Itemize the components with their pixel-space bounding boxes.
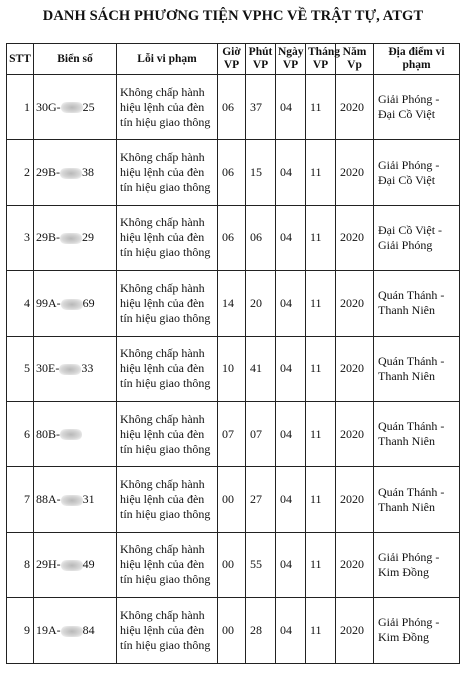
plate-prefix: 29B- xyxy=(36,230,60,245)
header-year: Năm Vp xyxy=(336,44,374,75)
cell-minute: 55 xyxy=(246,532,276,597)
cell-location: Giải Phóng - Kim Đồng xyxy=(374,532,460,597)
table-row xyxy=(7,140,460,205)
cell-stt: 1 xyxy=(7,75,34,140)
cell-stt: 7 xyxy=(7,467,34,532)
table-row xyxy=(7,336,460,401)
header-plate: Biển số xyxy=(34,44,117,75)
table-row xyxy=(7,75,460,140)
cell-year: 2020 xyxy=(336,598,374,663)
blurred-plate-mask xyxy=(60,233,82,244)
table-row xyxy=(7,467,460,532)
cell-minute: 28 xyxy=(246,598,276,663)
cell-hour: 06 xyxy=(218,205,246,270)
plate-prefix: 19A- xyxy=(36,622,61,637)
blurred-plate-mask xyxy=(61,560,83,571)
blurred-plate-mask xyxy=(61,299,83,310)
table-row xyxy=(7,598,460,663)
cell-month: 11 xyxy=(306,75,336,140)
cell-day: 04 xyxy=(276,532,306,597)
cell-day: 04 xyxy=(276,401,306,466)
table-row xyxy=(7,271,460,336)
cell-violation: Không chấp hành hiệu lệnh của đèn tín hiệu giao thông xyxy=(117,140,218,205)
blurred-plate-mask xyxy=(61,102,83,113)
blurred-plate-mask xyxy=(59,364,81,375)
header-violation: Lỗi vi phạm xyxy=(117,44,218,75)
cell-plate xyxy=(34,336,117,401)
cell-day: 04 xyxy=(276,205,306,270)
plate-suffix: 49 xyxy=(82,557,95,572)
cell-hour: 06 xyxy=(218,140,246,205)
cell-hour: 14 xyxy=(218,271,246,336)
cell-year: 2020 xyxy=(336,467,374,532)
plate-suffix: 33 xyxy=(81,361,94,376)
plate-prefix: 88A- xyxy=(36,492,61,507)
cell-stt: 6 xyxy=(7,401,34,466)
table-row xyxy=(7,532,460,597)
cell-day: 04 xyxy=(276,140,306,205)
cell-minute: 15 xyxy=(246,140,276,205)
blurred-plate-mask xyxy=(61,626,83,637)
cell-location: Đại Cồ Việt - Giải Phóng xyxy=(374,205,460,270)
cell-violation: Không chấp hành hiệu lệnh của đèn tín hiệu giao thông xyxy=(117,598,218,663)
cell-month: 11 xyxy=(306,271,336,336)
document-title: DANH SÁCH PHƯƠNG TIỆN VPHC VỀ TRẬT TỰ, ATGT xyxy=(42,8,424,24)
plate-suffix: 69 xyxy=(82,295,95,310)
header-month: Tháng VP xyxy=(306,44,336,75)
violation-table xyxy=(6,43,460,664)
cell-stt: 4 xyxy=(7,271,34,336)
cell-location: Giải Phóng - Kim Đồng xyxy=(374,598,460,663)
cell-plate xyxy=(34,598,117,663)
cell-minute: 37 xyxy=(246,75,276,140)
cell-violation: Không chấp hành hiệu lệnh của đèn tín hiệu giao thông xyxy=(117,467,218,532)
header-stt: STT xyxy=(7,44,34,75)
cell-year: 2020 xyxy=(336,336,374,401)
plate-suffix: 31 xyxy=(82,492,95,507)
cell-hour: 00 xyxy=(218,598,246,663)
cell-location: Quán Thánh - Thanh Niên xyxy=(374,336,460,401)
plate-prefix: 30G- xyxy=(36,99,61,114)
cell-plate xyxy=(34,205,117,270)
cell-month: 11 xyxy=(306,336,336,401)
cell-hour: 00 xyxy=(218,532,246,597)
cell-stt: 5 xyxy=(7,336,34,401)
cell-year: 2020 xyxy=(336,75,374,140)
cell-plate xyxy=(34,401,117,466)
cell-location: Quán Thánh - Thanh Niên xyxy=(374,401,460,466)
cell-violation: Không chấp hành hiệu lệnh của đèn tín hiệu giao thông xyxy=(117,336,218,401)
cell-violation: Không chấp hành hiệu lệnh của đèn tín hiệu giao thông xyxy=(117,205,218,270)
cell-stt: 9 xyxy=(7,598,34,663)
plate-prefix: 99A- xyxy=(36,295,61,310)
cell-plate xyxy=(34,75,117,140)
blurred-plate-mask xyxy=(60,429,82,440)
cell-plate xyxy=(34,271,117,336)
blurred-plate-mask xyxy=(61,495,83,506)
cell-year: 2020 xyxy=(336,532,374,597)
cell-day: 04 xyxy=(276,271,306,336)
cell-month: 11 xyxy=(306,598,336,663)
cell-day: 04 xyxy=(276,336,306,401)
plate-suffix: 25 xyxy=(82,99,95,114)
plate-prefix: 30E- xyxy=(36,361,60,376)
header-location: Địa điểm vi phạm xyxy=(374,44,460,75)
cell-year: 2020 xyxy=(336,271,374,336)
cell-stt: 3 xyxy=(7,205,34,270)
header-hour: Giờ VP xyxy=(218,44,246,75)
cell-month: 11 xyxy=(306,532,336,597)
cell-violation: Không chấp hành hiệu lệnh của đèn tín hiệu giao thông xyxy=(117,271,218,336)
cell-month: 11 xyxy=(306,205,336,270)
table-header-row xyxy=(7,44,460,75)
plate-prefix: 80B- xyxy=(36,426,60,441)
plate-suffix: 38 xyxy=(82,165,94,180)
cell-minute: 06 xyxy=(246,205,276,270)
header-minute: Phút VP xyxy=(246,44,276,75)
cell-minute: 41 xyxy=(246,336,276,401)
plate-prefix: 29H- xyxy=(36,557,61,572)
plate-suffix: 29 xyxy=(82,230,94,245)
cell-hour: 00 xyxy=(218,467,246,532)
cell-stt: 8 xyxy=(7,532,34,597)
plate-suffix: 84 xyxy=(82,622,95,637)
cell-year: 2020 xyxy=(336,401,374,466)
cell-hour: 06 xyxy=(218,75,246,140)
cell-violation: Không chấp hành hiệu lệnh của đèn tín hiệu giao thông xyxy=(117,532,218,597)
cell-hour: 10 xyxy=(218,336,246,401)
cell-year: 2020 xyxy=(336,140,374,205)
cell-location: Giải Phóng - Đại Cồ Việt xyxy=(374,75,460,140)
cell-minute: 27 xyxy=(246,467,276,532)
cell-violation: Không chấp hành hiệu lệnh của đèn tín hiệu giao thông xyxy=(117,401,218,466)
cell-stt: 2 xyxy=(7,140,34,205)
cell-minute: 07 xyxy=(246,401,276,466)
cell-location: Quán Thánh - Thanh Niên xyxy=(374,467,460,532)
header-day: Ngày VP xyxy=(276,44,306,75)
cell-location: Giải Phóng - Đại Cồ Việt xyxy=(374,140,460,205)
cell-day: 04 xyxy=(276,75,306,140)
cell-day: 04 xyxy=(276,598,306,663)
table-row xyxy=(7,401,460,466)
cell-month: 11 xyxy=(306,401,336,466)
cell-location: Quán Thánh - Thanh Niên xyxy=(374,271,460,336)
cell-minute: 20 xyxy=(246,271,276,336)
cell-plate xyxy=(34,140,117,205)
cell-day: 04 xyxy=(276,467,306,532)
cell-hour: 07 xyxy=(218,401,246,466)
cell-plate xyxy=(34,532,117,597)
table-row xyxy=(7,205,460,270)
plate-prefix: 29B- xyxy=(36,165,60,180)
cell-year: 2020 xyxy=(336,205,374,270)
blurred-plate-mask xyxy=(60,168,82,179)
cell-violation: Không chấp hành hiệu lệnh của đèn tín hiệu giao thông xyxy=(117,75,218,140)
cell-plate xyxy=(34,467,117,532)
cell-month: 11 xyxy=(306,467,336,532)
cell-month: 11 xyxy=(306,140,336,205)
